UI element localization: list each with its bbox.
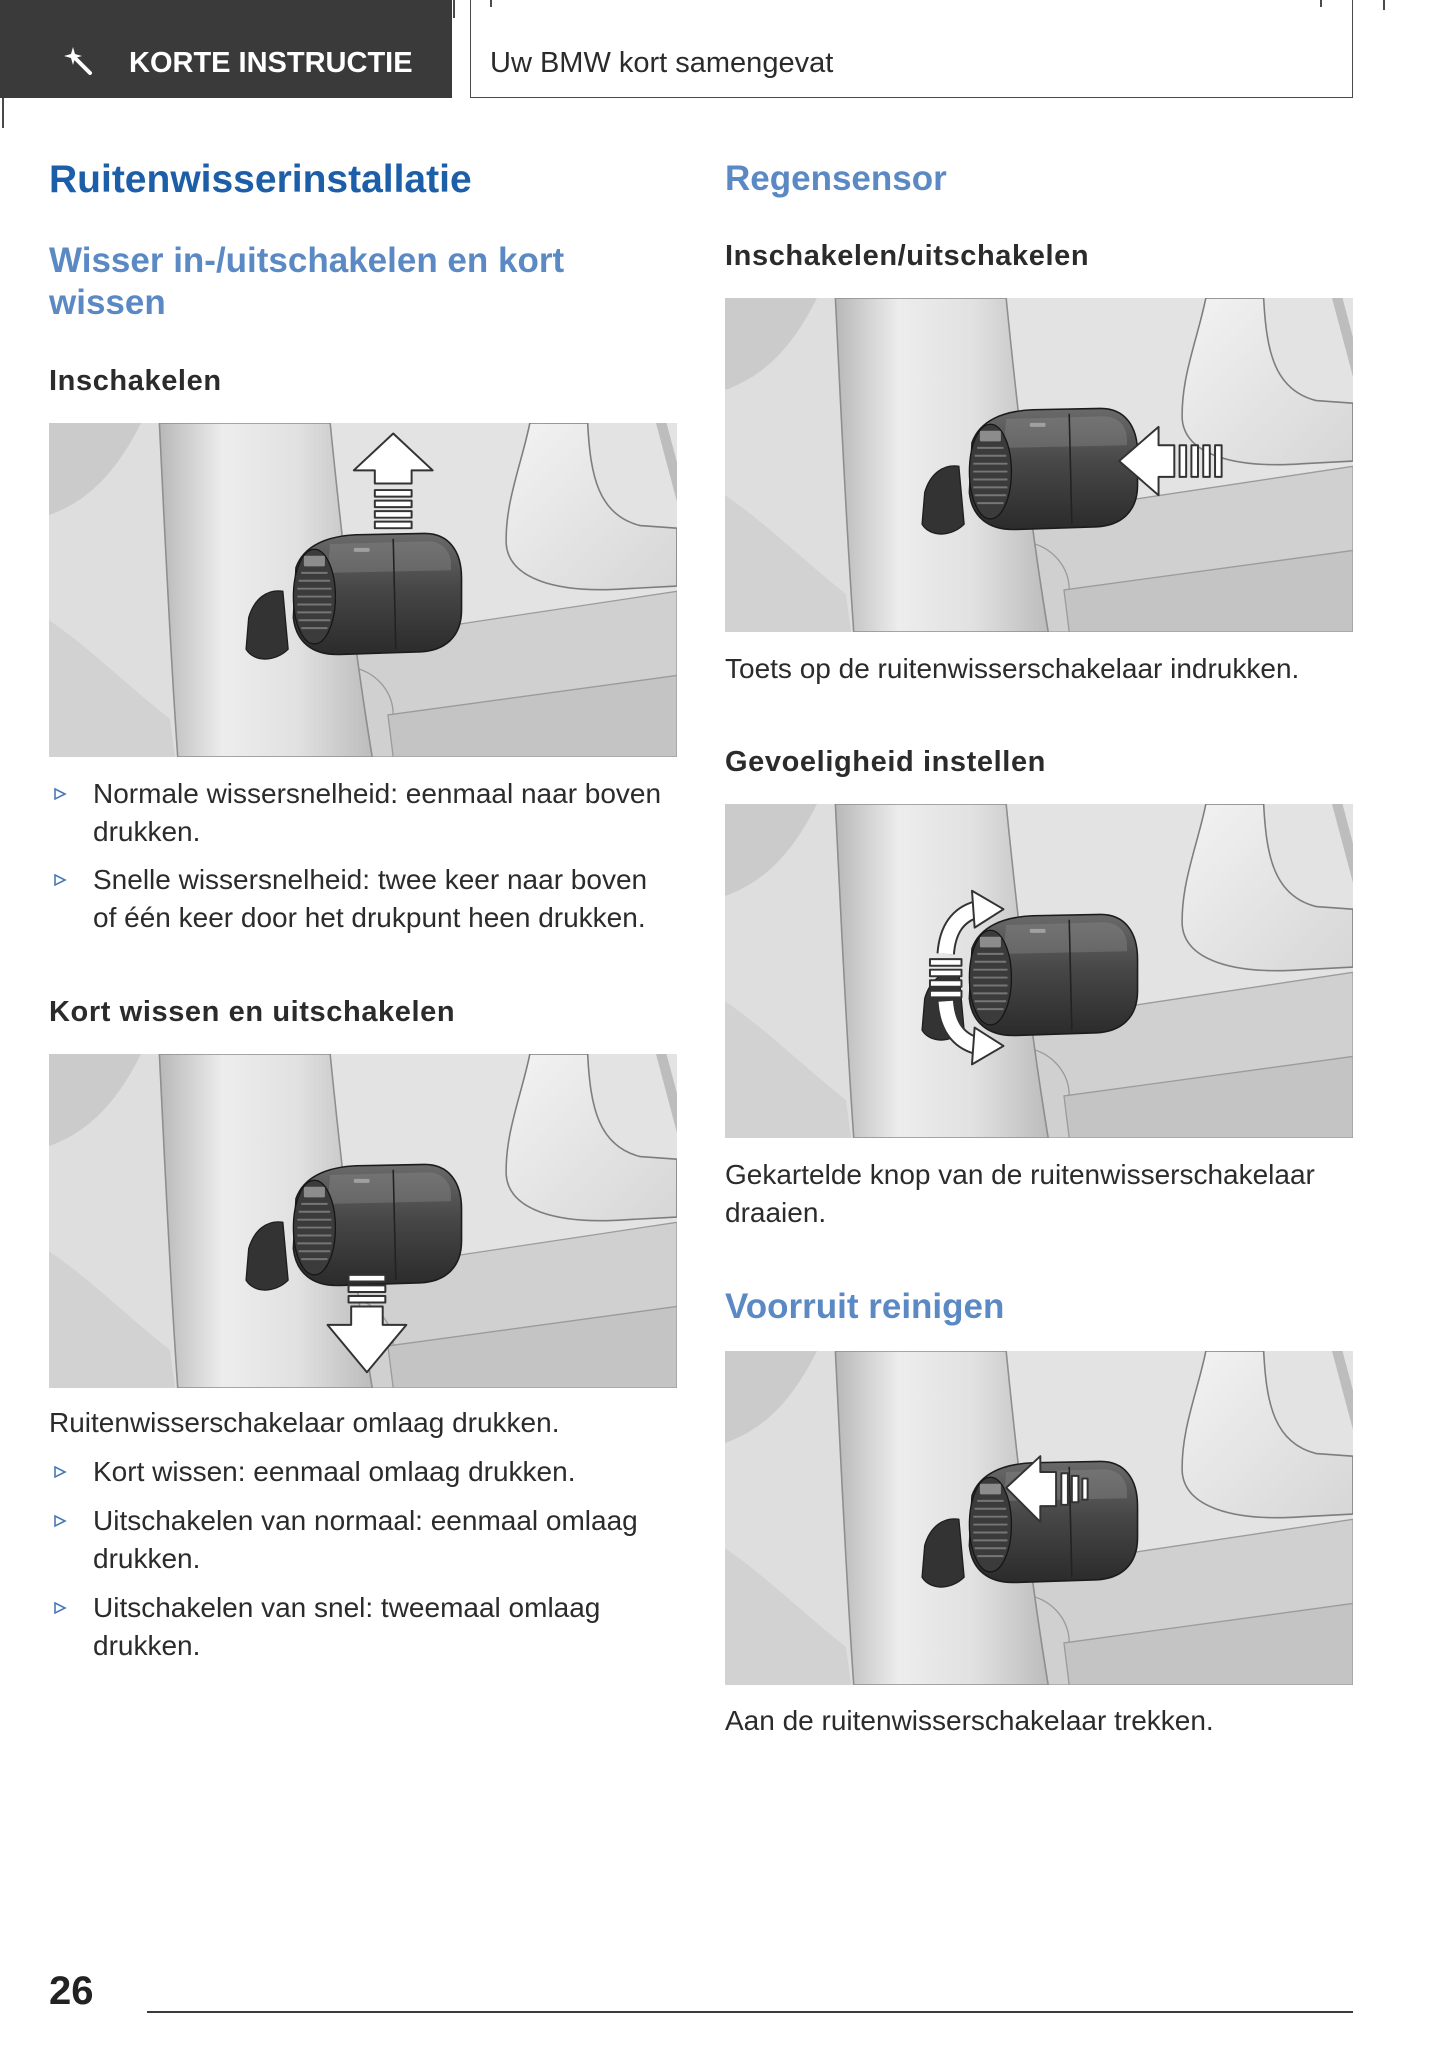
section-heading: Regensensor: [725, 159, 947, 198]
bullet-text: Uitschakelen van normaal: eenmaal omlaag drukken.: [93, 1505, 638, 1574]
wiper-stalk-illustration: [725, 298, 1353, 632]
steering-column-scene: [725, 804, 1353, 1138]
crop-mark: [1320, 0, 1322, 7]
triangle-bullet-icon: [53, 787, 67, 801]
instruction-text: Ruitenwisserschakelaar omlaag drukken.: [49, 1407, 560, 1438]
wiper-stalk-illustration: [49, 1054, 677, 1388]
triangle-bullet-icon: [53, 873, 67, 887]
footer-rule: [147, 2011, 1353, 2013]
instruction-text: Toets op de ruitenwisserschakelaar indrukken.: [725, 653, 1300, 684]
crop-mark: [490, 0, 492, 7]
section-label: KORTE INSTRUCTIE: [129, 47, 413, 79]
margin-rule: [2, 98, 4, 128]
steering-column-scene: [725, 298, 1353, 632]
subsection-heading: Inschakelen/uitschakelen: [725, 240, 1090, 272]
triangle-bullet-icon: [53, 1465, 67, 1479]
bullet-text: Kort wissen: eenmaal omlaag drukken.: [93, 1456, 576, 1487]
bullet-item: [49, 861, 669, 937]
bullet-item: [49, 1589, 669, 1665]
bullet-text: Snelle wissersnelheid: twee keer naar boven of één keer door het drukpunt heen drukken.: [93, 864, 648, 933]
instruction-text: Gekartelde knop van de ruitenwisserschakelaar draaien.: [725, 1159, 1315, 1228]
chapter-title: Uw BMW kort samengevat: [490, 47, 834, 79]
triangle-bullet-icon: [53, 1601, 67, 1615]
triangle-bullet-icon: [53, 1514, 67, 1528]
section-heading: Voorruit reinigen: [725, 1287, 1005, 1326]
bullet-item: [49, 775, 669, 851]
wiper-stalk-illustration: [725, 1351, 1353, 1685]
subsection-heading: Gevoeligheid instellen: [725, 746, 1046, 778]
crop-mark: [1383, 0, 1385, 10]
crop-mark: [453, 0, 455, 18]
page-number: 26: [49, 1969, 94, 2013]
wiper-stalk-illustration: [49, 423, 677, 757]
subsection-heading: Inschakelen: [49, 365, 222, 397]
subsection-heading: Kort wissen en uitschakelen: [49, 996, 456, 1028]
instruction-text: Aan de ruitenwisserschakelaar trekken.: [725, 1705, 1214, 1736]
wiper-stalk-illustration: [725, 804, 1353, 1138]
bullet-item: [49, 1453, 669, 1491]
steering-column-scene: [49, 423, 677, 757]
section-heading: Wisser in-/uitschakelen en kort wissen: [49, 241, 565, 322]
bullet-text: Normale wissersnelheid: eenmaal naar boven drukken.: [93, 778, 662, 847]
page-title: Ruitenwisserinstallatie: [49, 158, 472, 201]
bullet-text: Uitschakelen van snel: tweemaal omlaag drukken.: [93, 1592, 601, 1661]
bullet-item: [49, 1502, 669, 1578]
wand-icon: [63, 46, 95, 78]
